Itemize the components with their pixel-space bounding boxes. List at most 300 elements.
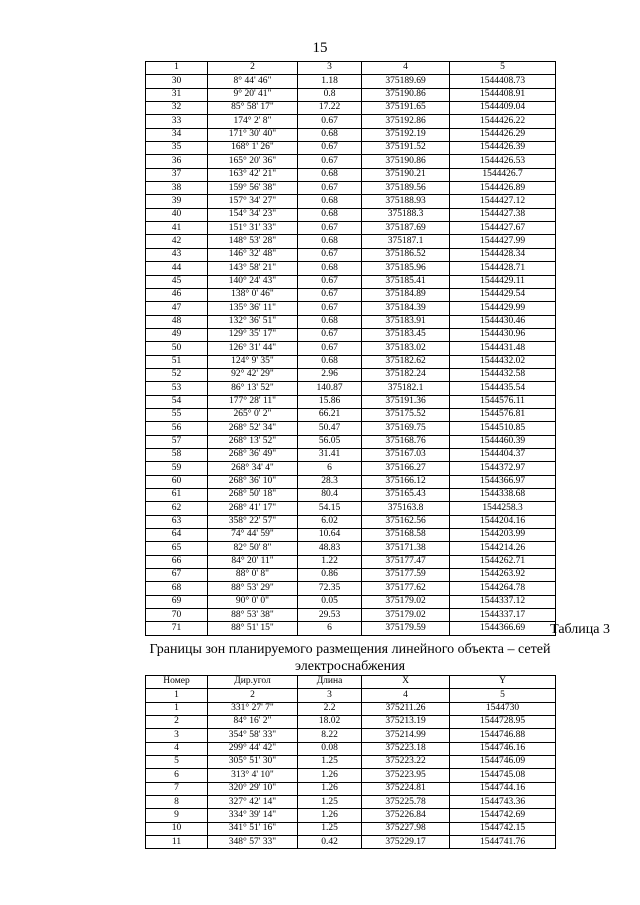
- table-cell: 171° 30' 40": [208, 128, 298, 141]
- table-cell: 1544264.78: [450, 582, 556, 595]
- table-cell: 0.68: [298, 262, 362, 275]
- table-cell: 1544408.73: [450, 75, 556, 88]
- table-row: [146, 515, 556, 528]
- table-cell: 375168.58: [362, 529, 450, 542]
- table-cell: 32: [146, 102, 208, 115]
- table-cell: 86° 13' 52": [208, 382, 298, 395]
- table-cell: 0.67: [298, 342, 362, 355]
- table-cell: 54: [146, 395, 208, 408]
- table-cell: 50: [146, 342, 208, 355]
- table-cell: 1544404.37: [450, 448, 556, 461]
- table-cell: 305° 51' 30": [208, 756, 298, 769]
- table-cell: 10: [146, 822, 208, 835]
- table-cell: 1.22: [298, 555, 362, 568]
- table-cell: 375165.43: [362, 489, 450, 502]
- table-row: [146, 502, 556, 515]
- table-row: [146, 168, 556, 181]
- table-cell: 36: [146, 155, 208, 168]
- table-cell: 375166.12: [362, 475, 450, 488]
- table-row: [146, 382, 556, 395]
- table-cell: 7: [146, 782, 208, 795]
- table-cell: 375168.76: [362, 435, 450, 448]
- table-cell: 66: [146, 555, 208, 568]
- table-cell: 375211.26: [362, 702, 450, 715]
- table-cell: 375223.22: [362, 756, 450, 769]
- table-cell: 0.67: [298, 182, 362, 195]
- table-cell: 1544427.67: [450, 222, 556, 235]
- table-cell: Дир.угол: [208, 676, 298, 689]
- table-row: [146, 408, 556, 421]
- table-cell: 1544337.12: [450, 595, 556, 608]
- table-cell: 92° 42' 29": [208, 368, 298, 381]
- table-cell: 1544730: [450, 702, 556, 715]
- table-cell: 1544432.02: [450, 355, 556, 368]
- table-cell: 57: [146, 435, 208, 448]
- table-cell: 0.68: [298, 355, 362, 368]
- table-cell: 157° 34' 27": [208, 195, 298, 208]
- table-cell: 84° 16' 2": [208, 716, 298, 729]
- table-cell: 327° 42' 14": [208, 796, 298, 809]
- table-cell: 375191.52: [362, 142, 450, 155]
- table-cell: 0.68: [298, 168, 362, 181]
- table-cell: 15.86: [298, 395, 362, 408]
- table-cell: 44: [146, 262, 208, 275]
- table-row: [146, 315, 556, 328]
- table-cell: 1544728.95: [450, 716, 556, 729]
- table-cell: 1544432.58: [450, 368, 556, 381]
- table-cell: 72.35: [298, 582, 362, 595]
- table-cell: 1544430.46: [450, 315, 556, 328]
- table-cell: 1544742.69: [450, 809, 556, 822]
- table-row: [146, 435, 556, 448]
- table-cell: 140.87: [298, 382, 362, 395]
- table-cell: 140° 24' 43": [208, 275, 298, 288]
- table-cell: 375179.59: [362, 622, 450, 635]
- table-cell: 320° 29' 10": [208, 782, 298, 795]
- table-cell: 375177.47: [362, 555, 450, 568]
- table-cell: 70: [146, 609, 208, 622]
- table-cell: 65: [146, 542, 208, 555]
- table-cell: 31.41: [298, 448, 362, 461]
- table-cell: 0.67: [298, 222, 362, 235]
- table-cell: 375182.24: [362, 368, 450, 381]
- table-row: [146, 569, 556, 582]
- table-row: [146, 262, 556, 275]
- table-cell: 341° 51' 16": [208, 822, 298, 835]
- table-cell: 177° 28' 11": [208, 395, 298, 408]
- table-cell: 6: [146, 769, 208, 782]
- table-row: [146, 208, 556, 221]
- table-cell: 6.02: [298, 515, 362, 528]
- table-cell: 375166.27: [362, 462, 450, 475]
- table-cell: 67: [146, 569, 208, 582]
- table-cell: 375189.56: [362, 182, 450, 195]
- table-cell: 33: [146, 115, 208, 128]
- table-cell: 154° 34' 23": [208, 208, 298, 221]
- table-cell: 1.26: [298, 809, 362, 822]
- table-row: [146, 275, 556, 288]
- table-cell: 48: [146, 315, 208, 328]
- table-cell: 375186.52: [362, 248, 450, 261]
- table-cell: 1.25: [298, 822, 362, 835]
- table-cell: 0.42: [298, 836, 362, 849]
- table-row: [146, 796, 556, 809]
- table-cell: 3: [298, 62, 362, 75]
- table-cell: 1544576.81: [450, 408, 556, 421]
- table-cell: 1544426.39: [450, 142, 556, 155]
- table-row: [146, 142, 556, 155]
- table-cell: 38: [146, 182, 208, 195]
- table-row: [146, 328, 556, 341]
- table-cell: 375183.45: [362, 328, 450, 341]
- table-cell: 268° 36' 10": [208, 475, 298, 488]
- table-cell: 375223.18: [362, 742, 450, 755]
- table-cell: 74° 44' 59": [208, 529, 298, 542]
- table-row: [146, 622, 556, 635]
- table-row: [146, 88, 556, 101]
- table-cell: 0.67: [298, 302, 362, 315]
- table-cell: 375185.41: [362, 275, 450, 288]
- table-cell: 1544428.34: [450, 248, 556, 261]
- table-cell: 6: [298, 462, 362, 475]
- table-cell: X: [362, 676, 450, 689]
- table-cell: 375190.86: [362, 155, 450, 168]
- table-cell: 129° 35' 17": [208, 328, 298, 341]
- table-cell: 1544510.85: [450, 422, 556, 435]
- table-cell: 1: [146, 689, 208, 702]
- table-cell: 375185.96: [362, 262, 450, 275]
- table-cell: 375190.86: [362, 88, 450, 101]
- table-cell: 375191.36: [362, 395, 450, 408]
- table-cell: 45: [146, 275, 208, 288]
- table-cell: 6: [298, 622, 362, 635]
- table-cell: 8.22: [298, 729, 362, 742]
- table-cell: 126° 31' 44": [208, 342, 298, 355]
- table-cell: 1: [146, 702, 208, 715]
- table-cell: 54.15: [298, 502, 362, 515]
- table-cell: 375227.98: [362, 822, 450, 835]
- table-cell: 299° 44' 42": [208, 742, 298, 755]
- table-cell: 64: [146, 529, 208, 542]
- table-row: [146, 368, 556, 381]
- header-row: [146, 62, 556, 75]
- table-cell: 375192.86: [362, 115, 450, 128]
- table-cell: 1544746.88: [450, 729, 556, 742]
- table-cell: 11: [146, 836, 208, 849]
- table-row: [146, 182, 556, 195]
- table-cell: 1544429.99: [450, 302, 556, 315]
- table-row: [146, 489, 556, 502]
- table-cell: 0.68: [298, 235, 362, 248]
- table-cell: 375182.62: [362, 355, 450, 368]
- table-cell: 375229.17: [362, 836, 450, 849]
- power-supply-zone-table: [145, 675, 556, 849]
- table-row: [146, 288, 556, 301]
- table-cell: 1544263.92: [450, 569, 556, 582]
- table-cell: 1544337.17: [450, 609, 556, 622]
- table-row: [146, 355, 556, 368]
- table-cell: 375223.95: [362, 769, 450, 782]
- table-label: Таблица 3: [550, 622, 610, 637]
- coordinates-table-continued: [145, 61, 556, 636]
- table-caption: Границы зон планируемого размещения линейного объекта – сетей электроснабжения: [149, 642, 551, 674]
- table-cell: 2: [208, 689, 298, 702]
- table-row: [146, 742, 556, 755]
- table-cell: 4: [362, 62, 450, 75]
- table-cell: 1544426.89: [450, 182, 556, 195]
- table-cell: 2: [146, 716, 208, 729]
- table-cell: 52: [146, 368, 208, 381]
- table-cell: 1544431.48: [450, 342, 556, 355]
- table-cell: 375187.1: [362, 235, 450, 248]
- table-cell: 88° 51' 15": [208, 622, 298, 635]
- table-cell: 55: [146, 408, 208, 421]
- table-cell: 82° 50' 8": [208, 542, 298, 555]
- table-cell: 4: [362, 689, 450, 702]
- table-cell: 10.64: [298, 529, 362, 542]
- table-cell: 18.02: [298, 716, 362, 729]
- table-cell: 135° 36' 11": [208, 302, 298, 315]
- table-row: [146, 822, 556, 835]
- table-row: [146, 542, 556, 555]
- table-cell: 41: [146, 222, 208, 235]
- table-cell: 375191.65: [362, 102, 450, 115]
- table-cell: 1544426.29: [450, 128, 556, 141]
- table-cell: 8° 44' 46": [208, 75, 298, 88]
- table-cell: 50.47: [298, 422, 362, 435]
- table-cell: 85° 58' 17": [208, 102, 298, 115]
- table-cell: 1544744.16: [450, 782, 556, 795]
- table-row: [146, 595, 556, 608]
- table-cell: 4: [146, 742, 208, 755]
- table-cell: Длина: [298, 676, 362, 689]
- table-cell: 146° 32' 48": [208, 248, 298, 261]
- table-cell: 0.86: [298, 569, 362, 582]
- table-cell: 1.25: [298, 756, 362, 769]
- table-cell: 375225.78: [362, 796, 450, 809]
- table-cell: 1544427.38: [450, 208, 556, 221]
- table-cell: 66.21: [298, 408, 362, 421]
- table-cell: 0.67: [298, 142, 362, 155]
- table-cell: 165° 20' 36": [208, 155, 298, 168]
- table-row: [146, 235, 556, 248]
- table-row: [146, 729, 556, 742]
- table-row: [146, 769, 556, 782]
- table-cell: 375224.81: [362, 782, 450, 795]
- table-cell: 5: [450, 689, 556, 702]
- table-row: [146, 222, 556, 235]
- table-cell: 35: [146, 142, 208, 155]
- table-cell: 30: [146, 75, 208, 88]
- table-row: [146, 395, 556, 408]
- table-cell: 80.4: [298, 489, 362, 502]
- table-cell: 268° 52' 34": [208, 422, 298, 435]
- table-cell: 1544428.71: [450, 262, 556, 275]
- table-cell: 0.67: [298, 115, 362, 128]
- table-cell: 375190.21: [362, 168, 450, 181]
- table-cell: 1544372.97: [450, 462, 556, 475]
- table-cell: 132° 36' 51": [208, 315, 298, 328]
- table-cell: 159° 56' 38": [208, 182, 298, 195]
- table-cell: 375214.99: [362, 729, 450, 742]
- table-cell: 1544743.36: [450, 796, 556, 809]
- table-cell: 0.68: [298, 315, 362, 328]
- table-cell: 71: [146, 622, 208, 635]
- table-cell: 40: [146, 208, 208, 221]
- table-cell: 268° 41' 17": [208, 502, 298, 515]
- table-row: [146, 756, 556, 769]
- table-cell: 375177.62: [362, 582, 450, 595]
- table-cell: 1544426.22: [450, 115, 556, 128]
- table-cell: 375171.38: [362, 542, 450, 555]
- table-row: [146, 462, 556, 475]
- header-number-row: [146, 689, 556, 702]
- table-cell: 46: [146, 288, 208, 301]
- table-cell: 42: [146, 235, 208, 248]
- table-cell: 61: [146, 489, 208, 502]
- table-cell: 31: [146, 88, 208, 101]
- table-cell: 9° 20' 41": [208, 88, 298, 101]
- table-cell: 375213.19: [362, 716, 450, 729]
- table-cell: 1544427.12: [450, 195, 556, 208]
- table-cell: 358° 22' 57": [208, 515, 298, 528]
- table-cell: 1544366.69: [450, 622, 556, 635]
- table-cell: 59: [146, 462, 208, 475]
- table-cell: 375192.19: [362, 128, 450, 141]
- table-cell: 3: [298, 689, 362, 702]
- table-cell: 8: [146, 796, 208, 809]
- table-row: [146, 555, 556, 568]
- table-row: [146, 809, 556, 822]
- table-row: [146, 782, 556, 795]
- table-cell: 1544746.09: [450, 756, 556, 769]
- table-row: [146, 475, 556, 488]
- table-cell: 1.18: [298, 75, 362, 88]
- table-cell: 51: [146, 355, 208, 368]
- table-cell: 84° 20' 11": [208, 555, 298, 568]
- table-row: [146, 115, 556, 128]
- table-cell: 375189.69: [362, 75, 450, 88]
- table-cell: 1544742.15: [450, 822, 556, 835]
- table-cell: 375163.8: [362, 502, 450, 515]
- table-row: [146, 342, 556, 355]
- table-row: [146, 609, 556, 622]
- table-cell: 375179.02: [362, 595, 450, 608]
- table-cell: 313° 4' 10": [208, 769, 298, 782]
- table-cell: 1544338.68: [450, 489, 556, 502]
- table-cell: 0.08: [298, 742, 362, 755]
- table-cell: 1544429.11: [450, 275, 556, 288]
- table-cell: 3: [146, 729, 208, 742]
- table-cell: 168° 1' 26": [208, 142, 298, 155]
- table-cell: 1544426.7: [450, 168, 556, 181]
- table-cell: 1544262.71: [450, 555, 556, 568]
- table-cell: 2.2: [298, 702, 362, 715]
- table-cell: 17.22: [298, 102, 362, 115]
- table-cell: 0.68: [298, 195, 362, 208]
- table-cell: 1544576.11: [450, 395, 556, 408]
- table-cell: 39: [146, 195, 208, 208]
- table-cell: 375175.52: [362, 408, 450, 421]
- table-cell: 1.26: [298, 769, 362, 782]
- table-cell: 174° 2' 8": [208, 115, 298, 128]
- table-row: [146, 422, 556, 435]
- table-cell: 62: [146, 502, 208, 515]
- table-cell: 88° 0' 8": [208, 569, 298, 582]
- table-cell: 268° 34' 4": [208, 462, 298, 475]
- table-cell: 0.68: [298, 128, 362, 141]
- table-row: [146, 836, 556, 849]
- table-cell: 1544204.16: [450, 515, 556, 528]
- table-row: [146, 302, 556, 315]
- table-cell: 375226.84: [362, 809, 450, 822]
- table-cell: 1.25: [298, 796, 362, 809]
- table-cell: 375179.02: [362, 609, 450, 622]
- table-row: [146, 582, 556, 595]
- table-cell: 2: [208, 62, 298, 75]
- table-cell: 375183.91: [362, 315, 450, 328]
- table-cell: 348° 57' 33": [208, 836, 298, 849]
- table-cell: 375184.39: [362, 302, 450, 315]
- table-cell: 0.67: [298, 155, 362, 168]
- table-cell: 63: [146, 515, 208, 528]
- table-cell: 163° 42' 21": [208, 168, 298, 181]
- table-cell: 143° 58' 21": [208, 262, 298, 275]
- table-cell: 375162.56: [362, 515, 450, 528]
- table-cell: 53: [146, 382, 208, 395]
- table-cell: 268° 50' 18": [208, 489, 298, 502]
- table-cell: 1544366.97: [450, 475, 556, 488]
- table-cell: 48.83: [298, 542, 362, 555]
- table-cell: 1544435.54: [450, 382, 556, 395]
- table-cell: 375169.75: [362, 422, 450, 435]
- table-cell: 1544745.08: [450, 769, 556, 782]
- table-cell: 1: [146, 62, 208, 75]
- table-cell: 5: [450, 62, 556, 75]
- table-cell: 1544214.26: [450, 542, 556, 555]
- table-cell: 0.8: [298, 88, 362, 101]
- table-cell: 0.67: [298, 275, 362, 288]
- table-row: [146, 102, 556, 115]
- table-cell: 354° 58' 33": [208, 729, 298, 742]
- table-cell: 0.67: [298, 248, 362, 261]
- table-cell: 0.05: [298, 595, 362, 608]
- table-cell: 9: [146, 809, 208, 822]
- table-cell: 1.26: [298, 782, 362, 795]
- table-cell: Номер: [146, 676, 208, 689]
- table-cell: 375188.93: [362, 195, 450, 208]
- table-cell: 68: [146, 582, 208, 595]
- table-cell: 49: [146, 328, 208, 341]
- table-cell: 37: [146, 168, 208, 181]
- table-cell: 148° 53' 28": [208, 235, 298, 248]
- table-row: [146, 716, 556, 729]
- table-cell: 375184.89: [362, 288, 450, 301]
- table-cell: 1544741.76: [450, 836, 556, 849]
- table-cell: 375183.02: [362, 342, 450, 355]
- table-cell: 34: [146, 128, 208, 141]
- table-cell: 334° 39' 14": [208, 809, 298, 822]
- table-cell: 1544746.16: [450, 742, 556, 755]
- table-cell: 268° 36' 49": [208, 448, 298, 461]
- table-row: [146, 529, 556, 542]
- table-row: [146, 128, 556, 141]
- table-cell: 69: [146, 595, 208, 608]
- table-cell: 331° 27' 7": [208, 702, 298, 715]
- table-cell: 268° 13' 52": [208, 435, 298, 448]
- table-cell: 88° 53' 29": [208, 582, 298, 595]
- table-cell: 375177.59: [362, 569, 450, 582]
